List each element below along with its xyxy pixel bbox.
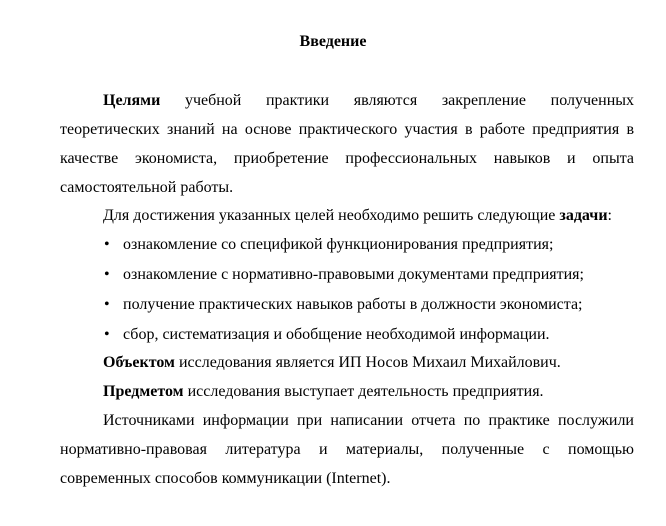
intro-line-3: качестве экономиста, приобретение профессиональных навыков и опыта (60, 150, 634, 167)
tasks-intro-text: Для достижения указанных целей необходимо решить следующие (103, 207, 560, 224)
sources-line-2: нормативно-правовая литература и материалы, полученные с помощью (60, 441, 634, 458)
bullet-icon: • (104, 236, 110, 253)
task-item: сбор, систематизация и обобщение необходимой информации. (123, 326, 550, 343)
tasks-bold-term: задачи (559, 207, 608, 224)
intro-line-1 (103, 91, 634, 111)
task-item: ознакомление со спецификой функционирования предприятия; (123, 236, 554, 253)
page-title: Введение (299, 33, 367, 50)
task-item: получение практических навыков работы в должности экономиста; (123, 296, 583, 313)
bullet-icon: • (104, 326, 110, 343)
tasks-intro-colon: : (607, 207, 612, 224)
subject-bold-term: Предметом (103, 383, 184, 400)
bullet-icon: • (104, 266, 110, 283)
task-item: ознакомление с нормативно-правовыми документами предприятия; (123, 266, 584, 283)
sources-line-1: Источниками информации при написании отчета по практике послужили (103, 412, 634, 429)
bullet-icon: • (104, 296, 110, 313)
object-line (103, 353, 634, 373)
intro-line-2: теоретических знаний на основе практического участия в работе предприятия в (60, 121, 634, 138)
tasks-intro (103, 206, 634, 226)
object-bold-term: Объектом (103, 354, 175, 371)
intro-line-4: самостоятельной работы. (60, 179, 234, 196)
sources-line-3: современных способов коммуникации (Internet). (60, 470, 391, 487)
intro-line-1-text: учебной практики являются закрепление полученных (160, 92, 634, 109)
subject-text: исследования выступает деятельность предприятия. (183, 383, 544, 400)
intro-bold-term: Целями (103, 92, 161, 109)
object-text: исследования является ИП Носов Михаил Михайлович. (174, 354, 561, 371)
subject-line (103, 382, 634, 402)
